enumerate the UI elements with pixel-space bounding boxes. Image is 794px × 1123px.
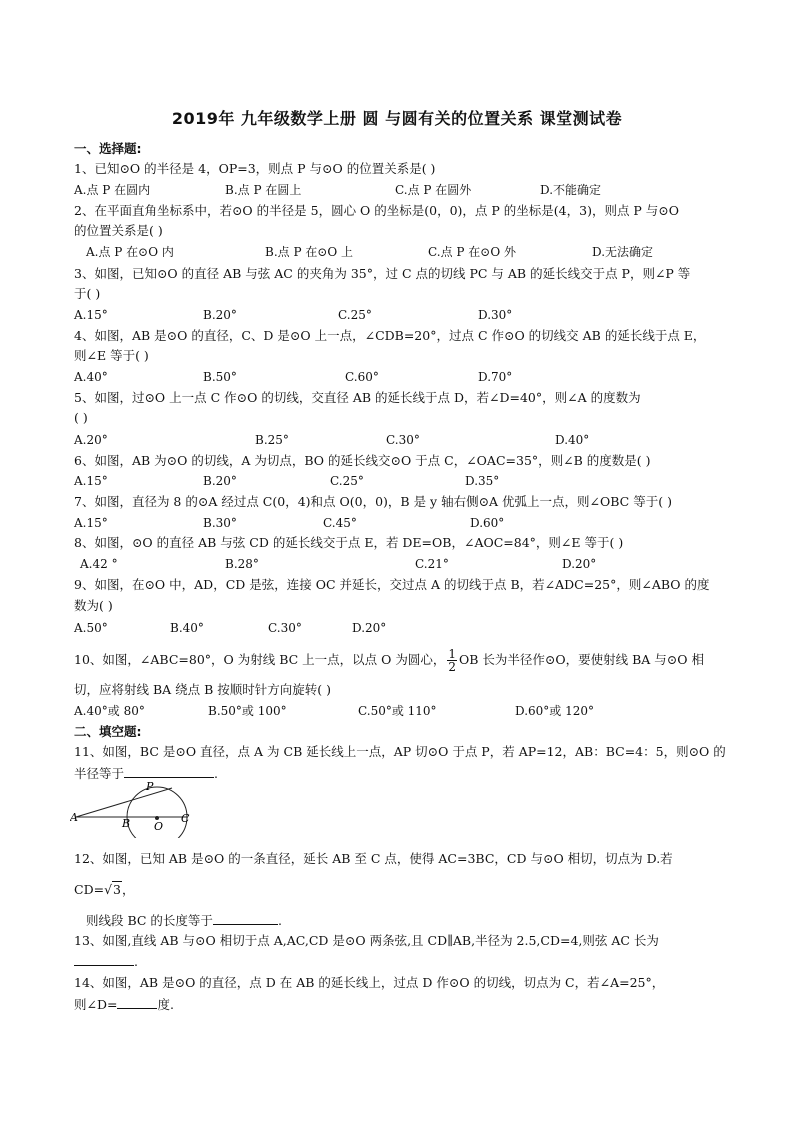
q9-option-c: C.30° <box>268 621 302 635</box>
q9-option-b: B.40° <box>170 621 204 635</box>
label-b: B <box>122 817 131 830</box>
label-o: O <box>154 820 164 833</box>
question-11-line-1: 11、如图，BC 是⊙O 直径，点 A 为 CB 延长线上一点，AP 切⊙O 于点 P，若 AP=12，AB：BC=4：5，则⊙O 的 <box>74 744 726 759</box>
q7-option-b: B.30° <box>203 516 237 530</box>
q10-option-c: C.50°或 110° <box>358 704 437 718</box>
answer-blank-11 <box>124 765 214 778</box>
sqrt-expression: √3 <box>104 882 121 897</box>
question-6: 6、如图，AB 为⊙O 的切线，A 为切点，BO 的延长线交⊙O 于点 C，∠OAC=35°，则∠B 的度数是( ) <box>74 453 651 468</box>
question-14-line-1: 14、如图，AB 是⊙O 的直径，点 D 在 AB 的延长线上，过点 D 作⊙O 的切线，切点为 C，若∠A=25°， <box>74 975 665 990</box>
q9-option-a: A.50° <box>74 621 108 635</box>
label-a: A <box>70 811 78 824</box>
q2-option-b: B.点 P 在⊙O 上 <box>265 245 354 259</box>
label-p: P <box>146 780 154 793</box>
question-3-line-1: 3、如图，已知⊙O 的直径 AB 与弦 AC 的夹角为 35°，过 C 点的切线 PC 与 AB 的延长线交于点 P，则∠P 等 <box>74 266 691 281</box>
q8-option-d: D.20° <box>562 557 597 571</box>
q4-option-c: C.60° <box>345 370 379 384</box>
question-10-text-b: OB 长为半径作⊙O，要使射线 BA 与⊙O 相 <box>459 652 704 667</box>
q3-option-d: D.30° <box>478 308 513 322</box>
q7-option-c: C.45° <box>323 516 357 530</box>
question-12-line-1: 12、如图，已知 AB 是⊙O 的一条直径，延长 AB 至 C 点，使得 AC=3BC，CD 与⊙O 相切，切点为 D.若 <box>74 851 673 866</box>
q3-option-c: C.25° <box>338 308 372 322</box>
q1-option-d: D.不能确定 <box>540 183 602 197</box>
q6-option-b: B.20° <box>203 474 237 488</box>
q5-option-b: B.25° <box>255 433 289 447</box>
question-5-line-2: ( ) <box>74 410 88 425</box>
q11-figure <box>70 780 195 838</box>
question-10-text-a: 10、如图，∠ABC=80°，O 为射线 BC 上一点，以点 O 为圆心， <box>74 652 446 667</box>
q3-option-b: B.20° <box>203 308 237 322</box>
question-7: 7、如图，直径为 8 的⊙A 经过点 C(0，4)和点 O(0，0)，B 是 y 轴右侧⊙A 优弧上一点，则∠OBC 等于( ) <box>74 494 672 509</box>
q6-option-c: C.25° <box>330 474 364 488</box>
q6-option-a: A.15° <box>74 474 108 488</box>
q4-option-b: B.50° <box>203 370 237 384</box>
question-8: 8、如图，⊙O 的直径 AB 与弦 CD 的延长线交于点 E，若 DE=OB，∠AOC=84°，则∠E 等于( ) <box>74 535 624 550</box>
question-9-line-2: 数为( ) <box>74 598 113 613</box>
section-fill-heading: 二、填空题: <box>74 724 142 739</box>
question-11-line-2: 半径等于 . <box>74 766 218 781</box>
question-2-line-1: 2、在平面直角坐标系中，若⊙O 的半径是 5，圆心 O 的坐标是(0，0)，点 P 的坐标是(4，3)，则点 P 与⊙O <box>74 203 680 218</box>
question-3-line-2: 于( ) <box>74 286 101 301</box>
question-10-line-2: 切，应将射线 BA 绕点 B 按顺时针方向旋转( ) <box>74 682 332 697</box>
q3-option-a: A.15° <box>74 308 108 322</box>
section-choice-heading: 一、选择题: <box>74 141 142 156</box>
q8-option-a: A.42 ° <box>80 557 118 571</box>
question-13-line-2: . <box>74 953 138 970</box>
q6-option-d: D.35° <box>465 474 500 488</box>
q1-option-b: B.点 P 在圆上 <box>225 183 302 197</box>
question-9-line-1: 9、如图，在⊙O 中，AD，CD 是弦，连接 OC 并延长，交过点 A 的切线于点 B，若∠ADC=25°，则∠ABO 的度 <box>74 577 710 592</box>
q10-option-a: A.40°或 80° <box>74 704 145 718</box>
q5-option-a: A.20° <box>74 433 108 447</box>
q1-option-a: A.点 P 在圆内 <box>74 183 151 197</box>
q7-option-d: D.60° <box>470 516 505 530</box>
q5-option-d: D.40° <box>555 433 590 447</box>
question-4-line-1: 4、如图，AB 是⊙O 的直径，C、D 是⊙O 上一点，∠CDB=20°，过点 C 作⊙O 的切线交 AB 的延长线于点 E， <box>74 328 706 343</box>
question-2-line-2: 的位置关系是( ) <box>74 223 163 238</box>
answer-blank-14 <box>117 996 157 1009</box>
question-14-line-2: 则∠D= 度. <box>74 997 174 1012</box>
q10-option-d: D.60°或 120° <box>515 704 594 718</box>
q7-option-a: A.15° <box>74 516 108 530</box>
q10-option-b: B.50°或 100° <box>208 704 287 718</box>
q2-option-c: C.点 P 在⊙O 外 <box>428 245 516 259</box>
q5-option-c: C.30° <box>386 433 420 447</box>
question-12-line-2: CD=√3， <box>74 882 135 897</box>
q8-option-c: C.21° <box>415 557 449 571</box>
question-10-line-1 <box>74 648 704 673</box>
tangent-ap <box>76 788 172 817</box>
q9-option-d: D.20° <box>352 621 387 635</box>
q4-option-a: A.40° <box>74 370 108 384</box>
q2-option-d: D.无法确定 <box>592 245 654 259</box>
page-title: 2019年 九年级数学上册 圆 与圆有关的位置关系 课堂测试卷 <box>171 109 623 128</box>
q1-option-c: C.点 P 在圆外 <box>395 183 472 197</box>
question-12-line-3: 则线段 BC 的长度等于 . <box>86 913 282 928</box>
q2-option-a: A.点 P 在⊙O 内 <box>86 245 174 259</box>
fraction-one-half: $\frac{1}{2}$ <box>448 647 457 674</box>
label-c: C <box>181 812 190 825</box>
question-1: 1、已知⊙O 的半径是 4，OP=3，则点 P 与⊙O 的位置关系是( ) <box>74 161 436 176</box>
question-4-line-2: 则∠E 等于( ) <box>74 348 149 363</box>
q4-option-d: D.70° <box>478 370 513 384</box>
question-5-line-1: 5、如图，过⊙O 上一点 C 作⊙O 的切线，交直径 AB 的延长线于点 D，若∠D=40°，则∠A 的度数为 <box>74 390 641 405</box>
q8-option-b: B.28° <box>225 557 259 571</box>
answer-blank-12 <box>213 912 278 925</box>
question-13-line-1: 13、如图,直线 AB 与⊙O 相切于点 A,AC,CD 是⊙O 两条弦,且 CD∥AB,半径为 2.5,CD=4,则弦 AC 长为 <box>74 933 659 948</box>
answer-blank-13 <box>74 953 134 966</box>
